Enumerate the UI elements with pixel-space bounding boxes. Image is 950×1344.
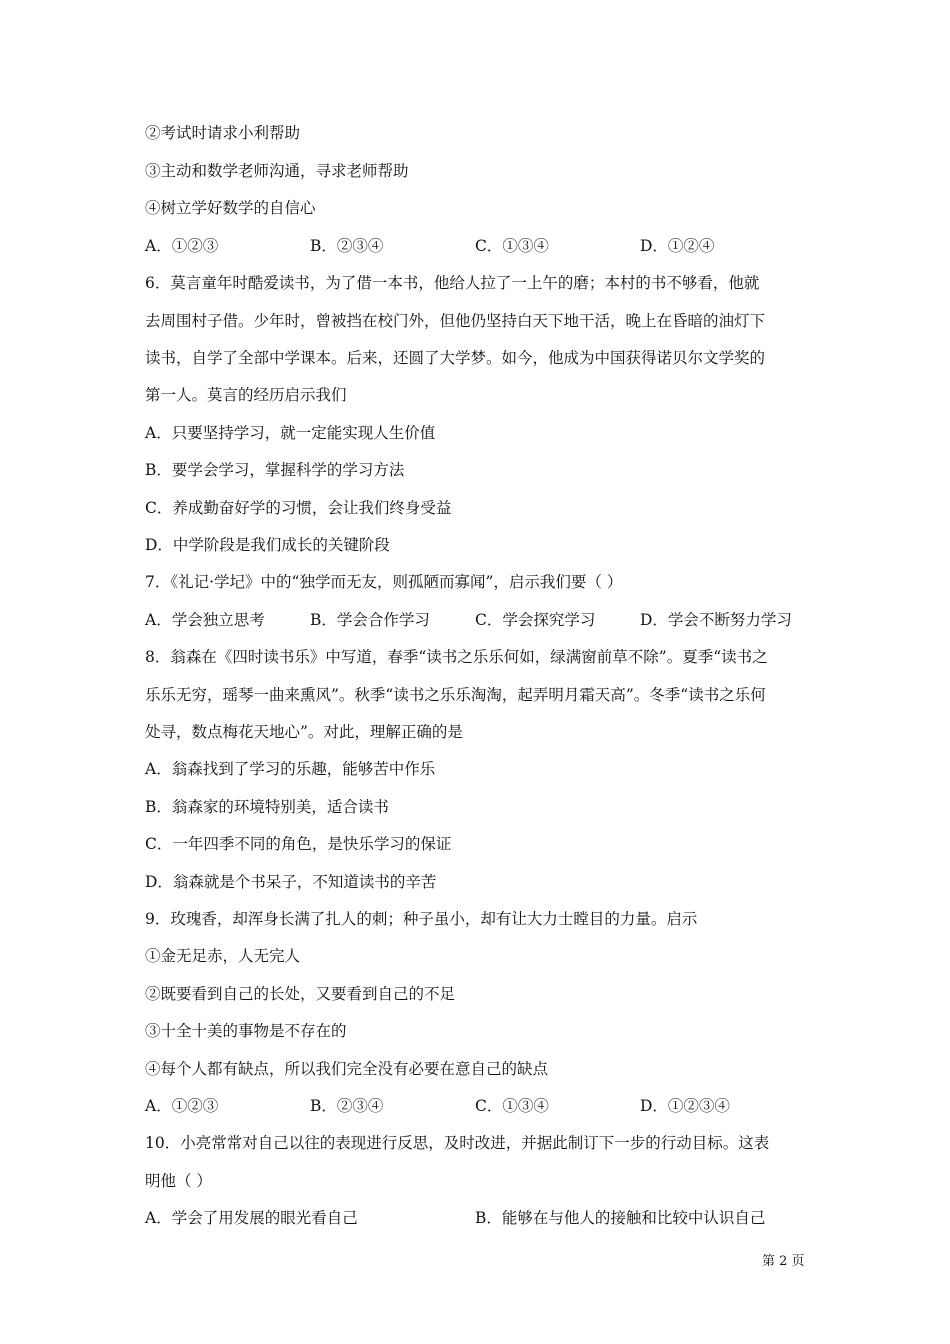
q5-option-b: B．②③④ [310,237,384,255]
q9-option-b: B．②③④ [310,1097,384,1115]
q5-statement-4: ④树立学好数学的自信心 [145,199,316,217]
q9-option-d: D．①②③④ [640,1097,730,1115]
q7-option-c: C．学会探究学习 [475,611,596,629]
q7-stem: 7．《礼记·学圮》中的“独学而无友，则孤陋而寡闻”，启示我们要（ ） [145,573,623,591]
q8-option-d: D．翁森就是个书呆子，不知道读书的辛苦 [145,873,437,891]
q7-option-d: D．学会不断努力学习 [640,611,792,629]
page-number: 第 2 页 [762,1254,805,1269]
q7-option-a: A．学会独立思考 [145,611,265,629]
q5-option-c: C．①③④ [475,237,549,255]
q9-statement-3: ③十全十美的事物是不存在的 [145,1022,347,1040]
q6-option-b: B．要学会学习，掌握科学的学习方法 [145,461,405,479]
q10-stem-line-1: 10．小亮常常对自己以往的表现进行反思，及时改进，并据此制订下一步的行动目标。这表 [145,1134,770,1152]
q6-stem-line-2: 去周围村子借。少年时，曾被挡在校门外，但他仍坚持白天下地干活，晚上在昏暗的油灯下 [145,312,766,330]
q8-stem-line-1: 8．翁森在《四时读书乐》中写道，春季“读书之乐乐何如，绿满窗前草不除”。夏季“读书之 [145,648,768,666]
q5-option-a: A．①②③ [145,237,219,255]
q9-statement-2: ②既要看到自己的长处，又要看到自己的不足 [145,985,456,1003]
q8-option-b: B．翁森家的环境特别美，适合读书 [145,798,389,816]
q6-stem-line-4: 第一人。莫言的经历启示我们 [145,386,347,404]
q6-option-d: D．中学阶段是我们成长的关键阶段 [145,536,390,554]
q6-option-a: A．只要坚持学习，就一定能实现人生价值 [145,424,436,442]
q5-option-d: D．①②④ [640,237,715,255]
q6-stem-line-3: 读书，自学了全部中学课本。后来，还圆了大学梦。如今，他成为中国获得诺贝尔文学奖的 [145,349,766,367]
q9-stem: 9．玫瑰香，却浑身长满了扎人的刺；种子虽小，却有让大力士瞠目的力量。启示 [145,910,698,928]
q8-stem-line-3: 处寻，数点梅花天地心”。对此，理解正确的是 [145,723,463,741]
q7-option-b: B．学会合作学习 [310,611,430,629]
q8-option-c: C．一年四季不同的角色，是快乐学习的保证 [145,835,452,853]
q5-statement-3: ③主动和数学老师沟通，寻求老师帮助 [145,162,409,180]
q9-statement-4: ④每个人都有缺点，所以我们完全没有必要在意自己的缺点 [145,1060,549,1078]
q9-statement-1: ①金无足赤，人无完人 [145,947,301,965]
q6-option-c: C．养成勤奋好学的习惯，会让我们终身受益 [145,499,452,517]
q10-option-b: B．能够在与他人的接触和比较中认识自己 [475,1209,766,1227]
q10-stem-line-2: 明他（ ） [145,1172,212,1190]
q10-option-a: A．学会了用发展的眼光看自己 [145,1209,358,1227]
q9-option-a: A．①②③ [145,1097,219,1115]
q5-statement-2: ②考试时请求小利帮助 [145,124,301,142]
q6-stem-line-1: 6．莫言童年时酷爱读书，为了借一本书，他给人拉了一上午的磨；本村的书不够看，他就 [145,274,760,292]
q9-option-c: C．①③④ [475,1097,549,1115]
q8-option-a: A．翁森找到了学习的乐趣，能够苦中作乐 [145,760,436,778]
q8-stem-line-2: 乐乐无穷，瑶琴一曲来熏风”。秋季“读书之乐乐淘淘，起弄明月霜天高”。冬季“读书之乐何 [145,686,766,704]
